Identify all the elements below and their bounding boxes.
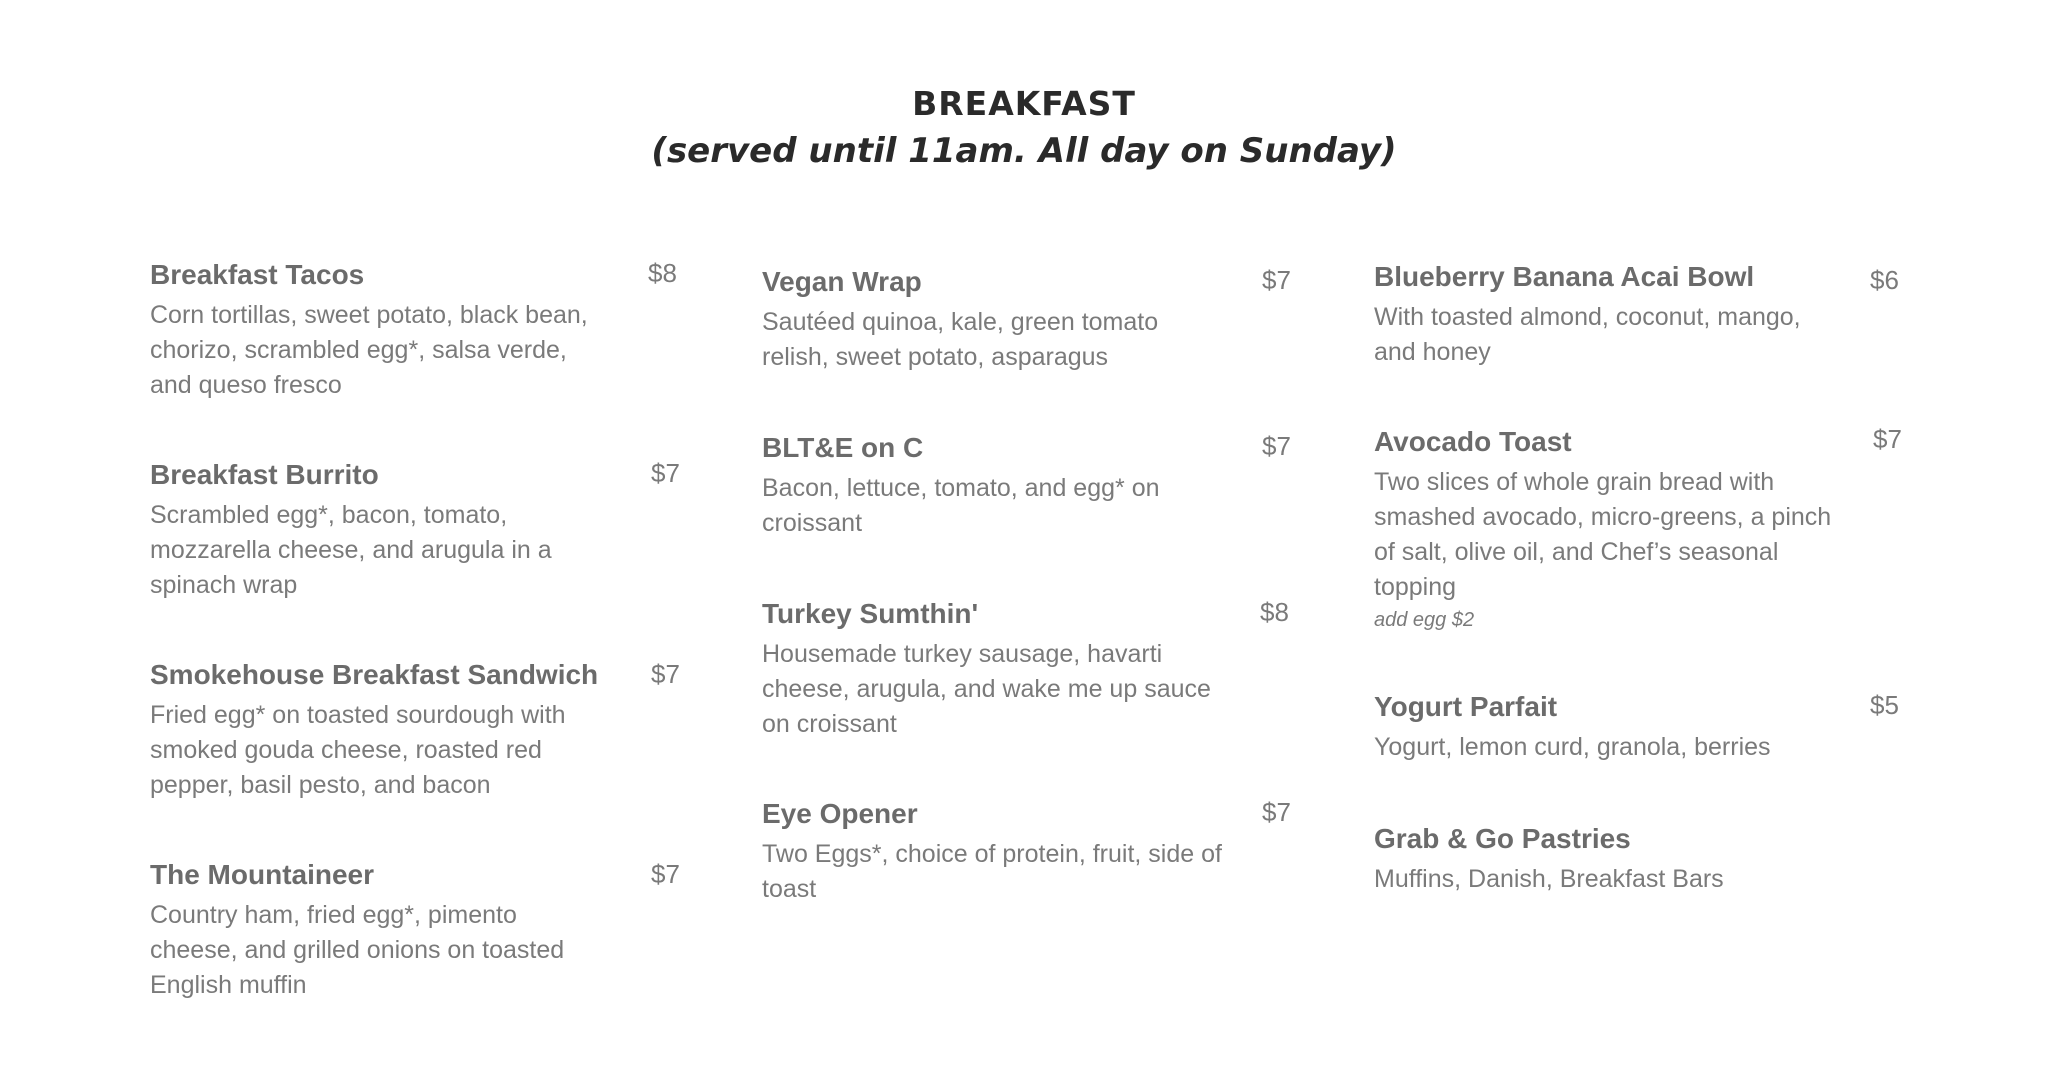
item-price: $6 — [1870, 265, 1899, 295]
item-description: Muffins, Danish, Breakfast Bars — [1374, 865, 1724, 893]
item-name: Turkey Sumthin' — [762, 598, 979, 629]
menu-item-eye-opener — [762, 797, 1222, 907]
item-price: $7 — [1262, 431, 1291, 461]
menu-header — [0, 82, 2048, 176]
menu-item-blt-e-on-c — [762, 431, 1222, 541]
item-description: Bacon, lettuce, tomato, and egg* on croissant — [762, 474, 1160, 537]
menu-title: BREAKFAST — [912, 84, 1136, 123]
item-price: $7 — [651, 859, 680, 889]
item-description: Two Eggs*, choice of protein, fruit, side of toast — [762, 840, 1222, 903]
item-description: Yogurt, lemon curd, granola, berries — [1374, 733, 1771, 761]
menu-item-breakfast-tacos — [150, 258, 610, 403]
menu-item-blueberry-banana-acai-bowl — [1374, 260, 1834, 370]
item-name: Vegan Wrap — [762, 266, 922, 297]
item-price: $8 — [648, 258, 677, 288]
menu-item-vegan-wrap — [762, 265, 1222, 375]
item-price: $7 — [651, 458, 680, 488]
item-price: $7 — [1873, 424, 1902, 454]
item-name: Breakfast Tacos — [150, 259, 365, 290]
menu-item-breakfast-burrito — [150, 458, 610, 603]
item-name: Smokehouse Breakfast Sandwich — [150, 659, 599, 690]
item-name: Yogurt Parfait — [1374, 691, 1558, 722]
item-description: Two slices of whole grain bread with smashed avocado, micro-greens, a pinch of salt, olive oil, and Chef’s seasonal topping — [1374, 468, 1832, 601]
menu-subtitle: (served until 11am. All day on Sunday) — [651, 131, 1397, 171]
item-name: Avocado Toast — [1374, 426, 1572, 457]
item-price: $8 — [1260, 597, 1289, 627]
item-description: Fried egg* on toasted sourdough with smoked gouda cheese, roasted red pepper, basil pesto, and bacon — [150, 701, 566, 799]
item-name: Blueberry Banana Acai Bowl — [1374, 261, 1755, 292]
item-name: Breakfast Burrito — [150, 459, 379, 490]
item-name: Eye Opener — [762, 798, 918, 829]
item-description: Housemade turkey sausage, havarti cheese, arugula, and wake me up sauce on croissant — [762, 640, 1211, 738]
item-name: The Mountaineer — [150, 859, 375, 890]
item-name: Grab & Go Pastries — [1374, 823, 1631, 854]
item-description: Corn tortillas, sweet potato, black bean, chorizo, scrambled egg*, salsa verde, and queso fresco — [150, 301, 588, 399]
item-add-on-note: add egg $2 — [1374, 609, 1475, 631]
item-description: Sautéed quinoa, kale, green tomato relish, sweet potato, asparagus — [762, 308, 1159, 371]
menu-item-grab-and-go-pastries — [1374, 822, 1834, 897]
item-name: BLT&E on C — [762, 432, 924, 463]
item-description: Scrambled egg*, bacon, tomato, mozzarella cheese, and arugula in a spinach wrap — [150, 501, 552, 599]
menu-item-turkey-sumthin — [762, 597, 1222, 742]
item-price: $7 — [1262, 797, 1291, 827]
item-price: $7 — [651, 659, 680, 689]
menu-item-yogurt-parfait — [1374, 690, 1834, 765]
item-description: Country ham, fried egg*, pimento cheese, and grilled onions on toasted English muffin — [150, 901, 565, 999]
item-description: With toasted almond, coconut, mango, and honey — [1374, 303, 1801, 366]
item-price: $5 — [1870, 690, 1899, 720]
menu-item-the-mountaineer — [150, 858, 610, 1003]
item-price: $7 — [1262, 265, 1291, 295]
menu-item-smokehouse-breakfast-sandwich — [150, 658, 610, 803]
menu-item-avocado-toast — [1374, 425, 1834, 633]
